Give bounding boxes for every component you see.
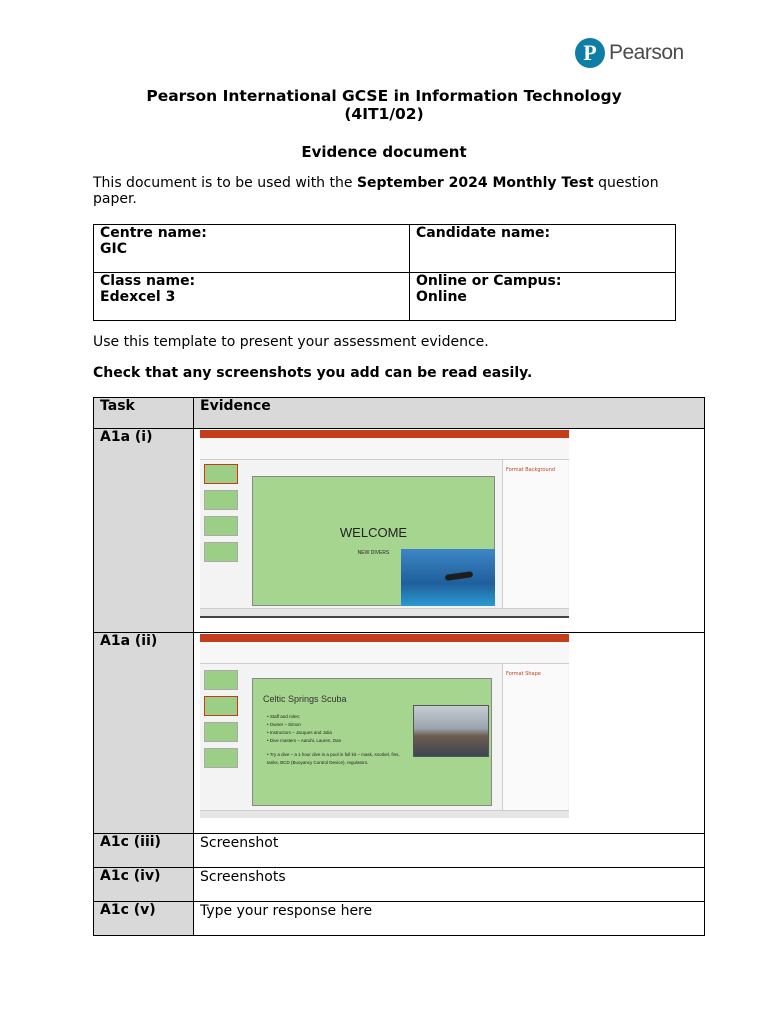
boat-photo: [413, 705, 489, 757]
ribbon-tabs: [200, 634, 569, 642]
document-title: [0, 87, 768, 123]
online-campus-cell[interactable]: [410, 273, 676, 321]
candidate-info-table: [93, 224, 676, 321]
pearson-logo-text: Pearson: [609, 41, 684, 64]
task-cell-a1c-v: A1c (v): [94, 902, 194, 936]
slide-thumbnail: [204, 748, 238, 768]
document-subtitle: Evidence document: [301, 143, 467, 161]
bullet-item: • Instructors – Jacques and Julia: [267, 730, 332, 735]
centre-name-label: Centre name:: [100, 225, 207, 241]
slide-thumbnail: [204, 670, 238, 690]
intro-prefix: This document is to be used with the: [93, 175, 357, 191]
ribbon-toolbar: [200, 438, 569, 460]
slide-subtitle: NEW DIVERS: [357, 550, 390, 556]
slide-title: Celtic Springs Scuba: [263, 694, 347, 704]
format-pane: [502, 460, 568, 610]
status-bar: [200, 810, 569, 818]
title-line-1: Pearson International GCSE in Information Technology: [146, 87, 622, 105]
format-pane-title: Format Background: [506, 467, 556, 473]
slide-thumbnails: [204, 464, 238, 568]
class-name-value: Edexcel 3: [100, 289, 176, 305]
slide-bullets: [267, 713, 400, 767]
evidence-cell-a1c-v[interactable]: Type your response here: [194, 902, 705, 936]
ribbon-toolbar: [200, 642, 569, 664]
candidate-name-label: Candidate name:: [416, 225, 551, 241]
slide-thumbnail: [204, 490, 238, 510]
evidence-cell-a1c-iv[interactable]: Screenshots: [194, 868, 705, 902]
evidence-cell-a1c-iii[interactable]: Screenshot: [194, 834, 705, 868]
slide-title: WELCOME: [339, 525, 408, 540]
intro-suffix: question paper.: [93, 175, 659, 207]
format-pane: [502, 664, 568, 810]
centre-name-value: GIC: [100, 241, 127, 257]
task-cell-a1a-i: A1a (i): [94, 429, 194, 633]
bullet-item: • Staff and roles:: [267, 714, 301, 719]
task-cell-a1c-iii: A1c (iii): [94, 834, 194, 868]
class-name-cell[interactable]: [94, 273, 410, 321]
bullet-item: • Owner – Simon: [267, 722, 301, 727]
slide-canvas: [252, 476, 495, 606]
bullet-item: • Try a dive – a 1 hour dive in a pool in full kit – mask, snorkel, fins,: [267, 752, 400, 757]
pearson-logo-icon: P: [575, 38, 605, 68]
class-name-label: Class name:: [100, 273, 196, 289]
diver-figure: [445, 571, 474, 581]
powerpoint-screenshot-celtic-springs: [200, 634, 569, 818]
slide-thumbnail: [204, 722, 238, 742]
evidence-header: Evidence: [194, 398, 705, 429]
candidate-name-cell[interactable]: [410, 225, 676, 273]
format-pane-title: Format Shape: [506, 671, 541, 677]
online-campus-value: Online: [416, 289, 467, 305]
ribbon-tabs: [200, 430, 569, 438]
task-cell-a1c-iv: A1c (iv): [94, 868, 194, 902]
evidence-table: [93, 397, 705, 936]
diver-photo: [401, 549, 495, 606]
task-header: Task: [94, 398, 194, 429]
powerpoint-screenshot-welcome: [200, 430, 569, 618]
template-note: Use this template to present your assessment evidence.: [93, 334, 489, 350]
evidence-cell-a1a-i[interactable]: [194, 429, 705, 633]
intro-paragraph: [93, 175, 683, 207]
slide-thumbnails: [204, 670, 238, 774]
slide-thumbnail: [204, 542, 238, 562]
status-bar: [200, 608, 569, 616]
online-campus-label: Online or Campus:: [416, 273, 562, 289]
intro-test-name: September 2024 Monthly Test: [356, 175, 594, 191]
slide-thumbnail: [204, 464, 238, 484]
task-cell-a1a-ii: A1a (ii): [94, 633, 194, 834]
slide-thumbnail: [204, 516, 238, 536]
screenshot-check-note: Check that any screenshots you add can be read easily.: [93, 365, 533, 381]
slide-canvas: [252, 678, 492, 806]
pearson-logo: [575, 38, 684, 68]
slide-thumbnail: [204, 696, 238, 716]
centre-name-cell[interactable]: [94, 225, 410, 273]
bullet-item: tanks, BCD (Buoyancy Control Device), regulators.: [267, 760, 369, 765]
bullet-item: • Dive masters – Aaruhi, Lauren, Dan: [267, 738, 342, 743]
title-line-2: (4IT1/02): [344, 105, 424, 123]
evidence-cell-a1a-ii[interactable]: [194, 633, 705, 834]
